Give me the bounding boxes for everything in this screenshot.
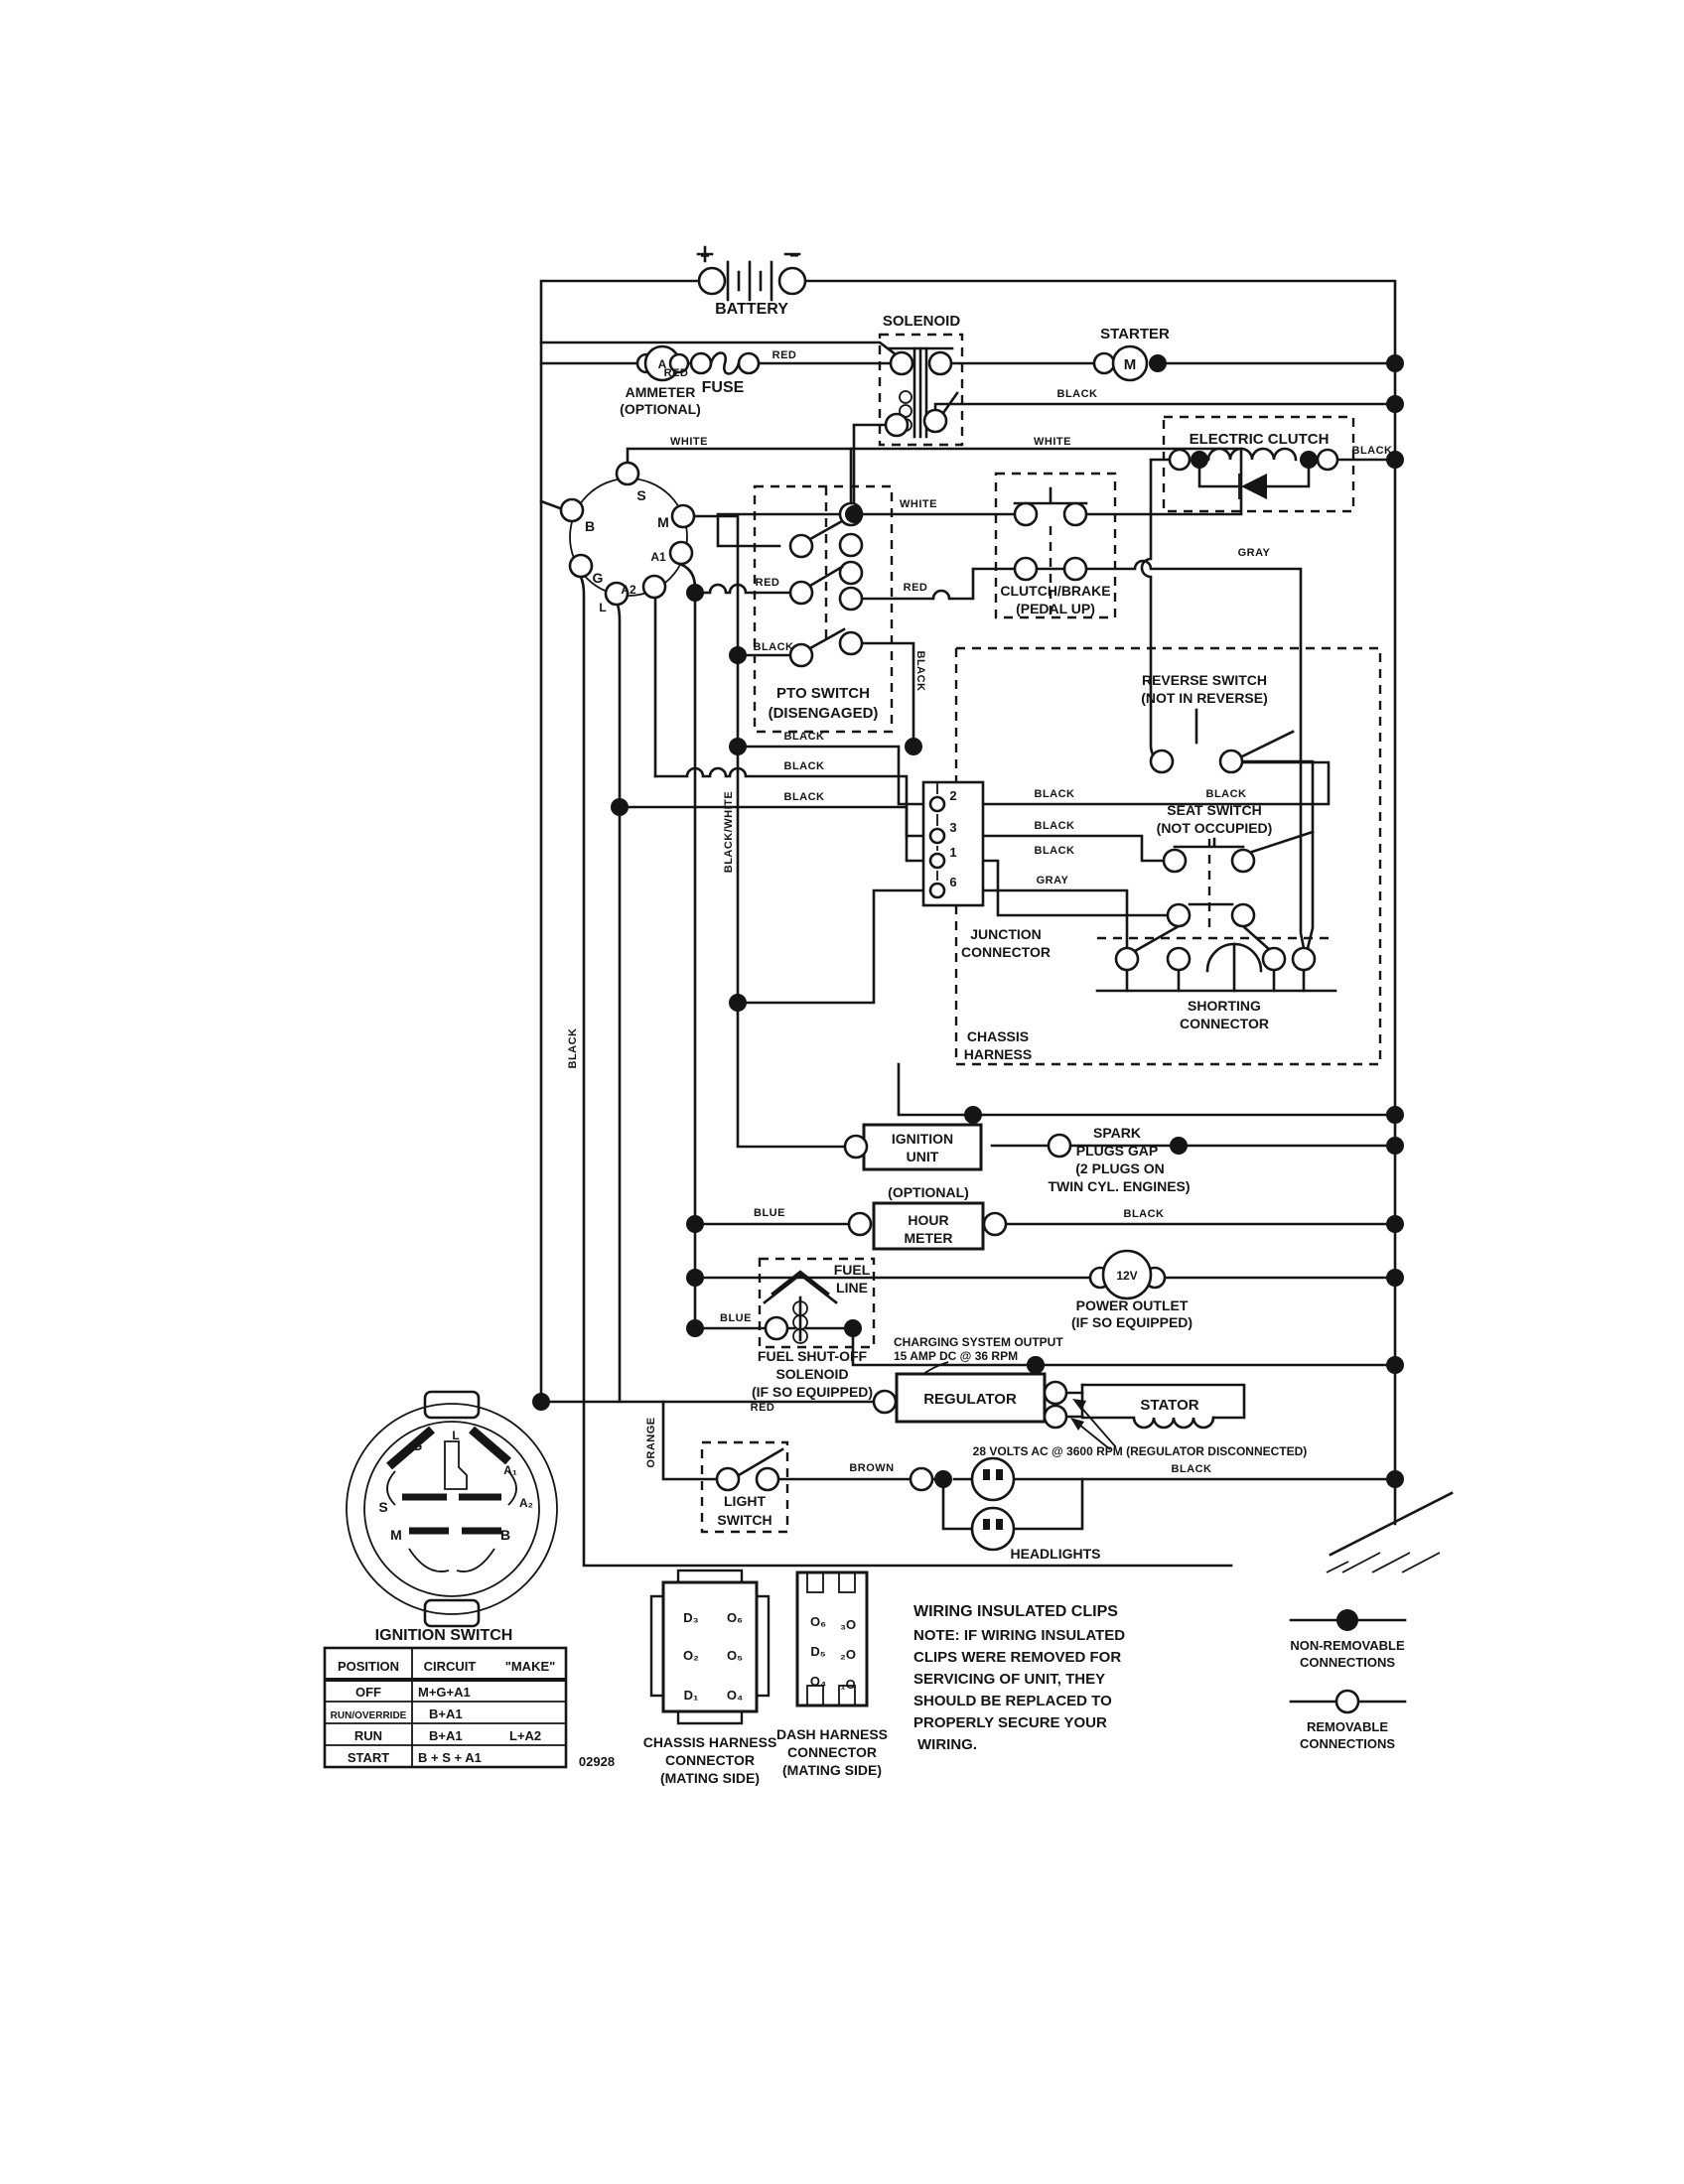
fuse-label: FUSE [701, 379, 745, 396]
table-r4-circuit: B + S + A1 [418, 1750, 482, 1765]
wire-white-3: WHITE [900, 498, 937, 510]
wire-black-5: BLACK [783, 731, 825, 743]
wire-black-11: BLACK [1034, 845, 1075, 857]
cconn-pin-d1: D₁ [683, 1688, 699, 1703]
table-r3-circuit: B+A1 [429, 1728, 463, 1743]
wire-black-white: BLACK/WHITE [723, 790, 735, 874]
wire-blue-1: BLUE [754, 1207, 785, 1219]
seat-label: SEAT SWITCH [1167, 802, 1262, 818]
outlet-label2: (IF SO EQUIPPED) [1070, 1314, 1193, 1330]
jpin-1: 1 [949, 845, 957, 860]
wire-black-1: BLACK [1056, 388, 1098, 400]
face-a1: A₁ [503, 1463, 517, 1477]
cconn-pin-o5: O₅ [726, 1648, 744, 1663]
wire-brown: BROWN [849, 1462, 895, 1474]
wire-red-5: RED [750, 1402, 775, 1414]
wire-white-1: WHITE [670, 436, 708, 448]
term-b: B [584, 518, 596, 534]
starter-m: M [1123, 356, 1137, 373]
wire-red-4: RED [903, 582, 928, 594]
headlights-label: HEADLIGHTS [1010, 1546, 1101, 1562]
spark-label4: TWIN CYL. ENGINES) [1048, 1178, 1191, 1194]
wire-black-2: BLACK [1351, 445, 1393, 457]
clutch-brake-label2: (PEDAL UP) [1016, 601, 1095, 616]
solenoid-label: SOLENOID [882, 313, 961, 330]
ammeter-optional: (OPTIONAL) [620, 401, 701, 417]
wire-blue-2: BLUE [720, 1312, 752, 1324]
note-line3: SERVICING OF UNIT, THEY [913, 1671, 1106, 1688]
cconn-pin-o2: O₂ [683, 1648, 699, 1663]
stator-label: STATOR [1140, 1397, 1199, 1414]
volts-label: 28 VOLTS AC @ 3600 RPM (REGULATOR DISCONNECTED) [972, 1444, 1308, 1458]
clutch-brake-label: CLUTCH/BRAKE [1000, 583, 1111, 599]
term-g: G [592, 570, 604, 586]
shorting-label2: CONNECTOR [1180, 1016, 1269, 1031]
charging-label2: 15 AMP DC @ 36 RPM [894, 1349, 1019, 1363]
legend-removable2: CONNECTIONS [1299, 1736, 1396, 1751]
jpin-6: 6 [949, 875, 957, 889]
battery-minus: − [789, 248, 799, 265]
charging-label: CHARGING SYSTEM OUTPUT [894, 1335, 1063, 1349]
wire-black-13: BLACK [1171, 1463, 1212, 1475]
table-r2-circuit: B+A1 [429, 1706, 463, 1721]
12v-label: 12V [1116, 1269, 1138, 1283]
dconn-label1: DASH HARNESS [775, 1726, 889, 1742]
reverse-switch-symbol [1151, 751, 1242, 772]
wire-red-3: RED [755, 577, 780, 589]
table-r3-pos: RUN [353, 1728, 383, 1743]
table-r1-circuit: M+G+A1 [418, 1685, 471, 1700]
cconn-label1: CHASSIS HARNESS [642, 1734, 777, 1750]
note-line5: PROPERLY SECURE YOUR [913, 1714, 1107, 1731]
chassis-harness-connector [651, 1570, 769, 1723]
wire-black-9: BLACK [1205, 788, 1247, 800]
battery-label: BATTERY [715, 301, 788, 318]
term-s: S [636, 487, 646, 503]
fuse-symbol [691, 353, 759, 374]
table-h-position: POSITION [337, 1659, 400, 1674]
battery-plus: + [700, 248, 710, 265]
spark-label2: PLUGS GAP [1075, 1143, 1159, 1159]
dconn-pin-1o: ₁O [840, 1677, 856, 1692]
table-r3-make: L+A2 [509, 1728, 542, 1743]
note-title: WIRING INSULATED CLIPS [913, 1603, 1118, 1620]
term-a1: A1 [650, 550, 666, 564]
part-number: 02928 [578, 1754, 616, 1769]
dconn-label3: (MATING SIDE) [781, 1762, 883, 1778]
hour-label: HOUR [908, 1212, 949, 1228]
reverse-label2: (NOT IN REVERSE) [1141, 690, 1268, 706]
face-g: G [411, 1437, 423, 1453]
regulator-label: REGULATOR [923, 1391, 1017, 1408]
dash-harness-connector [797, 1572, 867, 1706]
light-switch-label2: SWITCH [717, 1512, 772, 1528]
wire-gray-1: GRAY [1036, 875, 1069, 887]
ignition-unit-label: IGNITION [891, 1131, 954, 1147]
jpin-2: 2 [949, 788, 957, 803]
chassis-harness-label: CHASSIS [966, 1028, 1030, 1044]
wire-black-4: BLACK [914, 650, 926, 692]
shutoff-label3: (IF SO EQUIPPED) [751, 1384, 874, 1400]
dconn-label2: CONNECTOR [787, 1744, 877, 1760]
hour-label2: METER [904, 1230, 953, 1246]
wire-red-2: RED [772, 349, 797, 361]
outlet-label: POWER OUTLET [1075, 1297, 1189, 1313]
shutoff-label: FUEL SHUT-OFF [757, 1348, 868, 1364]
note-line6: WIRING. [917, 1736, 977, 1753]
note-line4: SHOULD BE REPLACED TO [913, 1693, 1112, 1709]
headlights-symbol [972, 1458, 1014, 1550]
spark-label3: (2 PLUGS ON [1075, 1160, 1165, 1176]
seat-label2: (NOT OCCUPIED) [1156, 820, 1273, 836]
dconn-pin-o6: O₆ [809, 1614, 827, 1629]
wire-black-6: BLACK [783, 760, 825, 772]
note-line2: CLIPS WERE REMOVED FOR [913, 1649, 1122, 1666]
wire-black-3: BLACK [753, 641, 794, 653]
note-line1: NOTE: IF WIRING INSULATED [913, 1627, 1126, 1644]
pto-label: PTO SWITCH [776, 685, 870, 702]
face-m: M [390, 1527, 402, 1543]
wire-red-1: RED [663, 367, 689, 379]
wire-black-10: BLACK [1034, 820, 1075, 832]
legend-nonremovable2: CONNECTIONS [1299, 1655, 1396, 1670]
ignition-unit-label2: UNIT [906, 1149, 939, 1164]
ammeter-label: AMMETER [625, 384, 696, 400]
jpin-3: 3 [949, 820, 957, 835]
wire-orange: ORANGE [645, 1417, 657, 1468]
wire-black-12: BLACK [1123, 1208, 1165, 1220]
dconn-pin-o4: O₄ [809, 1674, 827, 1689]
electric-clutch-symbol [1170, 449, 1337, 470]
wire-black-14: BLACK [567, 1027, 579, 1069]
term-a2: A2 [621, 583, 636, 597]
face-a2: A₂ [519, 1496, 533, 1510]
fuel-label: FUEL [833, 1262, 871, 1278]
term-m: M [657, 514, 669, 530]
chassis-harness-label2: HARNESS [963, 1046, 1033, 1062]
cconn-pin-o4: O₄ [726, 1688, 744, 1703]
cconn-pin-o6: O₆ [726, 1610, 744, 1625]
table-r4-pos: START [347, 1750, 390, 1765]
electric-clutch-label: ELECTRIC CLUTCH [1189, 431, 1330, 448]
wire-gray-2: GRAY [1237, 547, 1271, 559]
wire-white-2: WHITE [1034, 436, 1071, 448]
cconn-label2: CONNECTOR [665, 1752, 755, 1768]
cconn-label3: (MATING SIDE) [659, 1770, 761, 1786]
cconn-pin-d3: D₃ [683, 1610, 699, 1625]
shutoff-label2: SOLENOID [775, 1366, 849, 1382]
pto-label2: (DISENGAGED) [768, 705, 879, 722]
junction-label: JUNCTION [970, 926, 1042, 942]
face-s: S [378, 1499, 388, 1515]
spark-label: SPARK [1093, 1125, 1141, 1141]
dconn-pin-d5: D₅ [810, 1644, 826, 1659]
table-r2-pos: RUN/OVERRIDE [330, 1710, 407, 1721]
term-l: L [599, 601, 607, 614]
solenoid-symbol [886, 348, 957, 437]
table-h-make: "MAKE" [504, 1659, 556, 1674]
dconn-pin-2o: ₂O [840, 1647, 856, 1662]
table-r1-pos: OFF [355, 1685, 381, 1700]
light-switch-label: LIGHT [724, 1493, 766, 1509]
hour-optional: (OPTIONAL) [888, 1184, 969, 1200]
face-b: B [499, 1527, 511, 1543]
face-l: L [452, 1429, 460, 1442]
shorting-label: SHORTING [1188, 998, 1261, 1014]
wire-black-8: BLACK [1034, 788, 1075, 800]
wire-black-7: BLACK [783, 791, 825, 803]
legend-nonremovable: NON-REMOVABLE [1290, 1638, 1405, 1653]
ignition-switch-caption: IGNITION SWITCH [374, 1627, 513, 1644]
legend-removable: REMOVABLE [1306, 1719, 1389, 1734]
starter-label: STARTER [1100, 326, 1170, 342]
ammeter-a: A [657, 357, 667, 371]
junction-label2: CONNECTOR [961, 944, 1051, 960]
table-h-circuit: CIRCUIT [423, 1659, 477, 1674]
dconn-pin-3o: ₃O [839, 1617, 857, 1632]
fuel-label2: LINE [836, 1280, 868, 1296]
reverse-label: REVERSE SWITCH [1141, 672, 1268, 688]
